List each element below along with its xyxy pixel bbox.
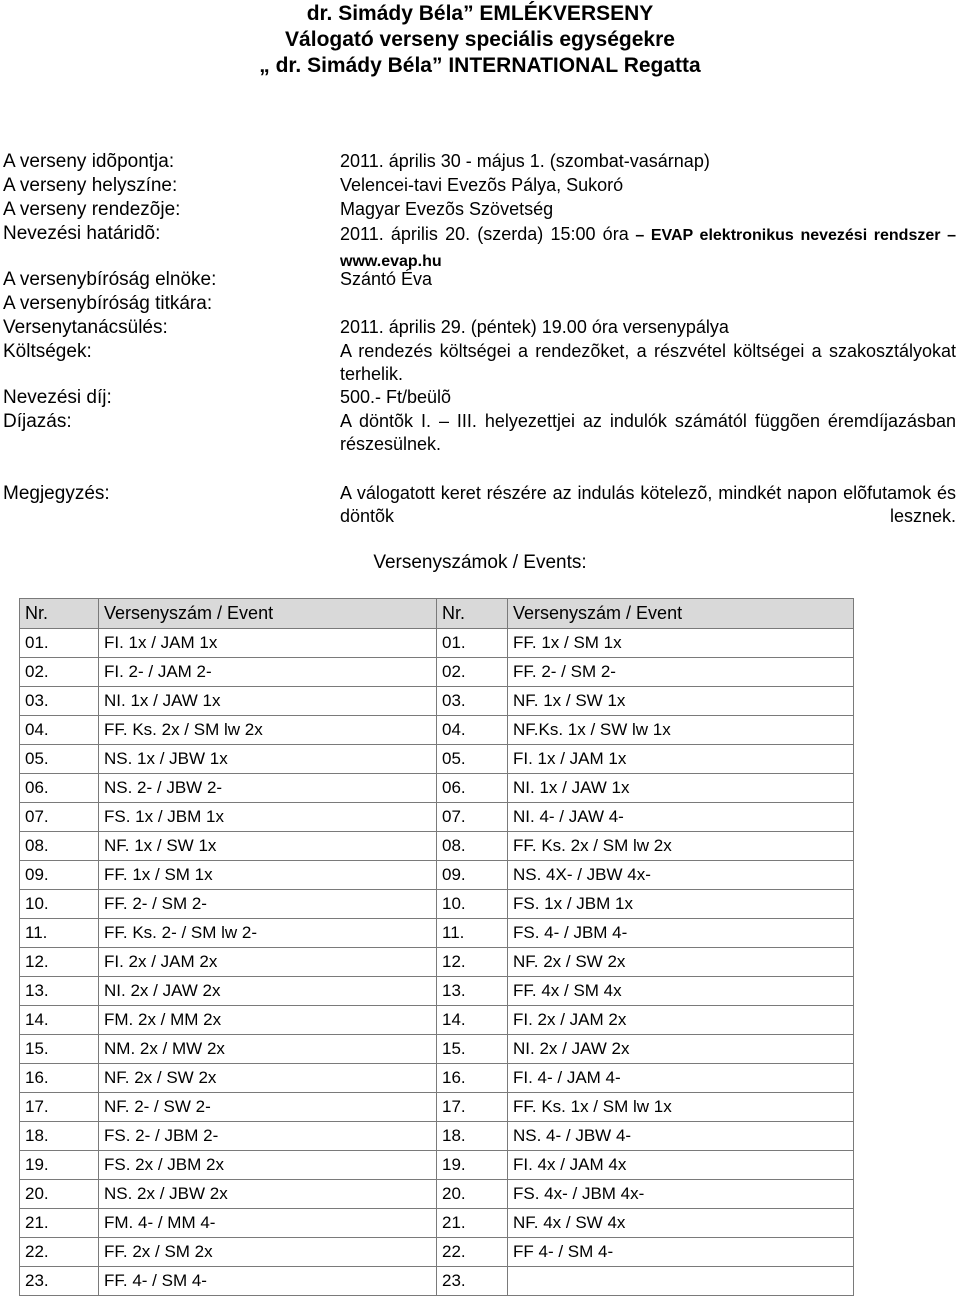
event-name-left: FF. Ks. 2- / SM lw 2- xyxy=(99,919,437,948)
event-name-right: FS. 4x- / JBM 4x- xyxy=(508,1180,854,1209)
event-name-left: FS. 2- / JBM 2- xyxy=(99,1122,437,1151)
table-row xyxy=(20,1093,854,1122)
event-nr-right: 22. xyxy=(437,1238,508,1267)
event-name-left: FF. 1x / SM 1x xyxy=(99,861,437,890)
event-name-right: FF. 1x / SM 1x xyxy=(508,629,854,658)
table-row xyxy=(20,1006,854,1035)
table-row xyxy=(20,977,854,1006)
event-nr-left: 08. xyxy=(20,832,99,861)
event-nr-right: 21. xyxy=(437,1209,508,1238)
venue-label: A verseny helyszíne: xyxy=(3,175,178,196)
event-nr-right: 20. xyxy=(437,1180,508,1209)
title-line-3: „ dr. Simády Béla” INTERNATIONAL Regatta xyxy=(259,54,701,77)
event-name-right: FF. Ks. 2x / SM lw 2x xyxy=(508,832,854,861)
event-name-right: NI. 4- / JAW 4- xyxy=(508,803,854,832)
event-nr-left: 16. xyxy=(20,1064,99,1093)
event-nr-right: 01. xyxy=(437,629,508,658)
note-label: Megjegyzés: xyxy=(3,483,110,504)
event-nr-right: 13. xyxy=(437,977,508,1006)
awards-value: A döntõk I. – III. helyezettjei az indulók számától függõen éremdíjazásban részesülnek. xyxy=(340,411,956,454)
event-name-left: FM. 2x / MM 2x xyxy=(99,1006,437,1035)
event-nr-left: 11. xyxy=(20,919,99,948)
event-name-left: FM. 4- / MM 4- xyxy=(99,1209,437,1238)
event-nr-right: 07. xyxy=(437,803,508,832)
event-name-left: NF. 1x / SW 1x xyxy=(99,832,437,861)
event-name-left: NS. 2- / JBW 2- xyxy=(99,774,437,803)
event-name-right: FF. Ks. 1x / SM lw 1x xyxy=(508,1093,854,1122)
event-nr-left: 12. xyxy=(20,948,99,977)
fee-label: Nevezési díj: xyxy=(3,387,112,408)
title-line-1: dr. Simády Béla” EMLÉKVERSENY xyxy=(306,2,654,25)
venue-value: Velencei-tavi Evezõs Pálya, Sukoró xyxy=(340,175,624,195)
event-name-right: NS. 4- / JBW 4- xyxy=(508,1122,854,1151)
event-name-right: NF.Ks. 1x / SW lw 1x xyxy=(508,716,854,745)
table-row xyxy=(20,890,854,919)
event-name-left: FF. Ks. 2x / SM lw 2x xyxy=(99,716,437,745)
header-nr-right: Nr. xyxy=(437,599,508,629)
event-nr-left: 13. xyxy=(20,977,99,1006)
event-nr-right: 17. xyxy=(437,1093,508,1122)
event-nr-left: 09. xyxy=(20,861,99,890)
table-row xyxy=(20,1035,854,1064)
awards-label: Díjazás: xyxy=(3,411,72,432)
event-name-left: NS. 1x / JBW 1x xyxy=(99,745,437,774)
jury-president-label: A versenybíróság elnöke: xyxy=(3,269,217,290)
organizer-value: Magyar Evezõs Szövetség xyxy=(340,199,554,219)
table-row xyxy=(20,687,854,716)
event-nr-right: 19. xyxy=(437,1151,508,1180)
event-name-left: FF. 2- / SM 2- xyxy=(99,890,437,919)
header-event-left: Versenyszám / Event xyxy=(99,599,437,629)
event-name-right: FF 4- / SM 4- xyxy=(508,1238,854,1267)
event-nr-left: 23. xyxy=(20,1267,99,1296)
event-nr-right: 06. xyxy=(437,774,508,803)
event-name-right: NF. 1x / SW 1x xyxy=(508,687,854,716)
event-name-left: FF. 4- / SM 4- xyxy=(99,1267,437,1296)
event-nr-right: 09. xyxy=(437,861,508,890)
event-nr-right: 15. xyxy=(437,1035,508,1064)
event-name-right xyxy=(508,1267,854,1296)
table-row xyxy=(20,658,854,687)
event-name-left: NI. 2x / JAW 2x xyxy=(99,977,437,1006)
deadline-evap: – EVAP elektronikus nevezési rendszer – www.evap.hu xyxy=(340,227,956,270)
event-name-right: FF. 4x / SM 4x xyxy=(508,977,854,1006)
event-name-right: FI. 4x / JAM 4x xyxy=(508,1151,854,1180)
table-row xyxy=(20,745,854,774)
organizer-label: A verseny rendezõje: xyxy=(3,199,181,220)
event-nr-left: 06. xyxy=(20,774,99,803)
event-nr-right: 18. xyxy=(437,1122,508,1151)
event-nr-right: 03. xyxy=(437,687,508,716)
event-name-left: FI. 2x / JAM 2x xyxy=(99,948,437,977)
table-row xyxy=(20,1180,854,1209)
event-nr-right: 05. xyxy=(437,745,508,774)
events-heading-text: Versenyszámok / Events: xyxy=(373,552,587,573)
title-line-2: Válogató verseny speciális egységekre xyxy=(285,28,675,51)
table-row xyxy=(20,832,854,861)
event-nr-left: 17. xyxy=(20,1093,99,1122)
event-nr-left: 10. xyxy=(20,890,99,919)
fee-value: 500.- Ft/beülõ xyxy=(340,387,452,407)
deadline-value xyxy=(340,222,956,274)
table-row xyxy=(20,716,854,745)
event-nr-left: 22. xyxy=(20,1238,99,1267)
event-name-left: FS. 2x / JBM 2x xyxy=(99,1151,437,1180)
event-name-right: FS. 4- / JBM 4- xyxy=(508,919,854,948)
event-name-right: FS. 1x / JBM 1x xyxy=(508,890,854,919)
event-nr-left: 02. xyxy=(20,658,99,687)
event-nr-left: 15. xyxy=(20,1035,99,1064)
table-row xyxy=(20,948,854,977)
event-nr-right: 11. xyxy=(437,919,508,948)
event-name-left: NF. 2- / SW 2- xyxy=(99,1093,437,1122)
council-label: Versenytanácsülés: xyxy=(3,317,168,338)
event-nr-right: 10. xyxy=(437,890,508,919)
costs-value: A rendezés költségei a rendezõket, a részvétel költségei a szakosztályokat terhelik. xyxy=(340,341,956,384)
event-nr-left: 07. xyxy=(20,803,99,832)
deadline-date: 2011. április 20. (szerda) 15:00 óra xyxy=(340,224,629,244)
jury-president-value: Szántó Éva xyxy=(340,269,433,289)
event-name-right: NF. 4x / SW 4x xyxy=(508,1209,854,1238)
event-name-left: NM. 2x / MW 2x xyxy=(99,1035,437,1064)
table-row xyxy=(20,1238,854,1267)
date-value: 2011. április 30 - május 1. (szombat-vasárnap) xyxy=(340,151,710,171)
event-name-left: NI. 1x / JAW 1x xyxy=(99,687,437,716)
deadline-label: Nevezési határidõ: xyxy=(3,223,161,244)
table-row xyxy=(20,629,854,658)
council-value: 2011. április 29. (péntek) 19.00 óra versenypálya xyxy=(340,317,729,337)
event-name-left: FI. 2- / JAM 2- xyxy=(99,658,437,687)
event-nr-right: 12. xyxy=(437,948,508,977)
event-nr-right: 08. xyxy=(437,832,508,861)
header-event-right: Versenyszám / Event xyxy=(508,599,854,629)
costs-label: Költségek: xyxy=(3,341,92,362)
header-nr-left: Nr. xyxy=(20,599,99,629)
table-row xyxy=(20,774,854,803)
table-header-row xyxy=(20,599,854,629)
event-nr-left: 18. xyxy=(20,1122,99,1151)
event-nr-left: 04. xyxy=(20,716,99,745)
event-nr-left: 20. xyxy=(20,1180,99,1209)
event-name-left: FF. 2x / SM 2x xyxy=(99,1238,437,1267)
event-name-left: NF. 2x / SW 2x xyxy=(99,1064,437,1093)
events-heading xyxy=(0,551,960,575)
event-nr-right: 04. xyxy=(437,716,508,745)
table-row xyxy=(20,1122,854,1151)
event-name-right: FI. 1x / JAM 1x xyxy=(508,745,854,774)
table-row xyxy=(20,1151,854,1180)
event-name-right: FI. 4- / JAM 4- xyxy=(508,1064,854,1093)
event-name-left: NS. 2x / JBW 2x xyxy=(99,1180,437,1209)
event-name-right: NS. 4X- / JBW 4x- xyxy=(508,861,854,890)
table-row xyxy=(20,1209,854,1238)
event-nr-right: 14. xyxy=(437,1006,508,1035)
table-row xyxy=(20,803,854,832)
event-name-right: NI. 2x / JAW 2x xyxy=(508,1035,854,1064)
table-row xyxy=(20,919,854,948)
event-nr-right: 02. xyxy=(437,658,508,687)
event-nr-left: 01. xyxy=(20,629,99,658)
table-row xyxy=(20,1267,854,1296)
event-name-left: FI. 1x / JAM 1x xyxy=(99,629,437,658)
table-row xyxy=(20,861,854,890)
event-nr-right: 23. xyxy=(437,1267,508,1296)
event-name-right: NF. 2x / SW 2x xyxy=(508,948,854,977)
event-nr-left: 19. xyxy=(20,1151,99,1180)
event-name-right: NI. 1x / JAW 1x xyxy=(508,774,854,803)
event-nr-left: 03. xyxy=(20,687,99,716)
event-name-right: FI. 2x / JAM 2x xyxy=(508,1006,854,1035)
jury-secretary-label: A versenybíróság titkára: xyxy=(3,293,213,314)
event-name-left: FS. 1x / JBM 1x xyxy=(99,803,437,832)
events-table-body xyxy=(20,629,854,1296)
note-value: A válogatott keret részére az indulás kötelezõ, mindkét napon elõfutamok és döntõk lesznek. xyxy=(340,483,956,526)
event-nr-left: 21. xyxy=(20,1209,99,1238)
events-table xyxy=(19,598,854,1296)
event-name-right: FF. 2- / SM 2- xyxy=(508,658,854,687)
event-nr-left: 14. xyxy=(20,1006,99,1035)
event-nr-left: 05. xyxy=(20,745,99,774)
event-nr-right: 16. xyxy=(437,1064,508,1093)
date-label: A verseny idõpontja: xyxy=(3,151,175,172)
table-row xyxy=(20,1064,854,1093)
